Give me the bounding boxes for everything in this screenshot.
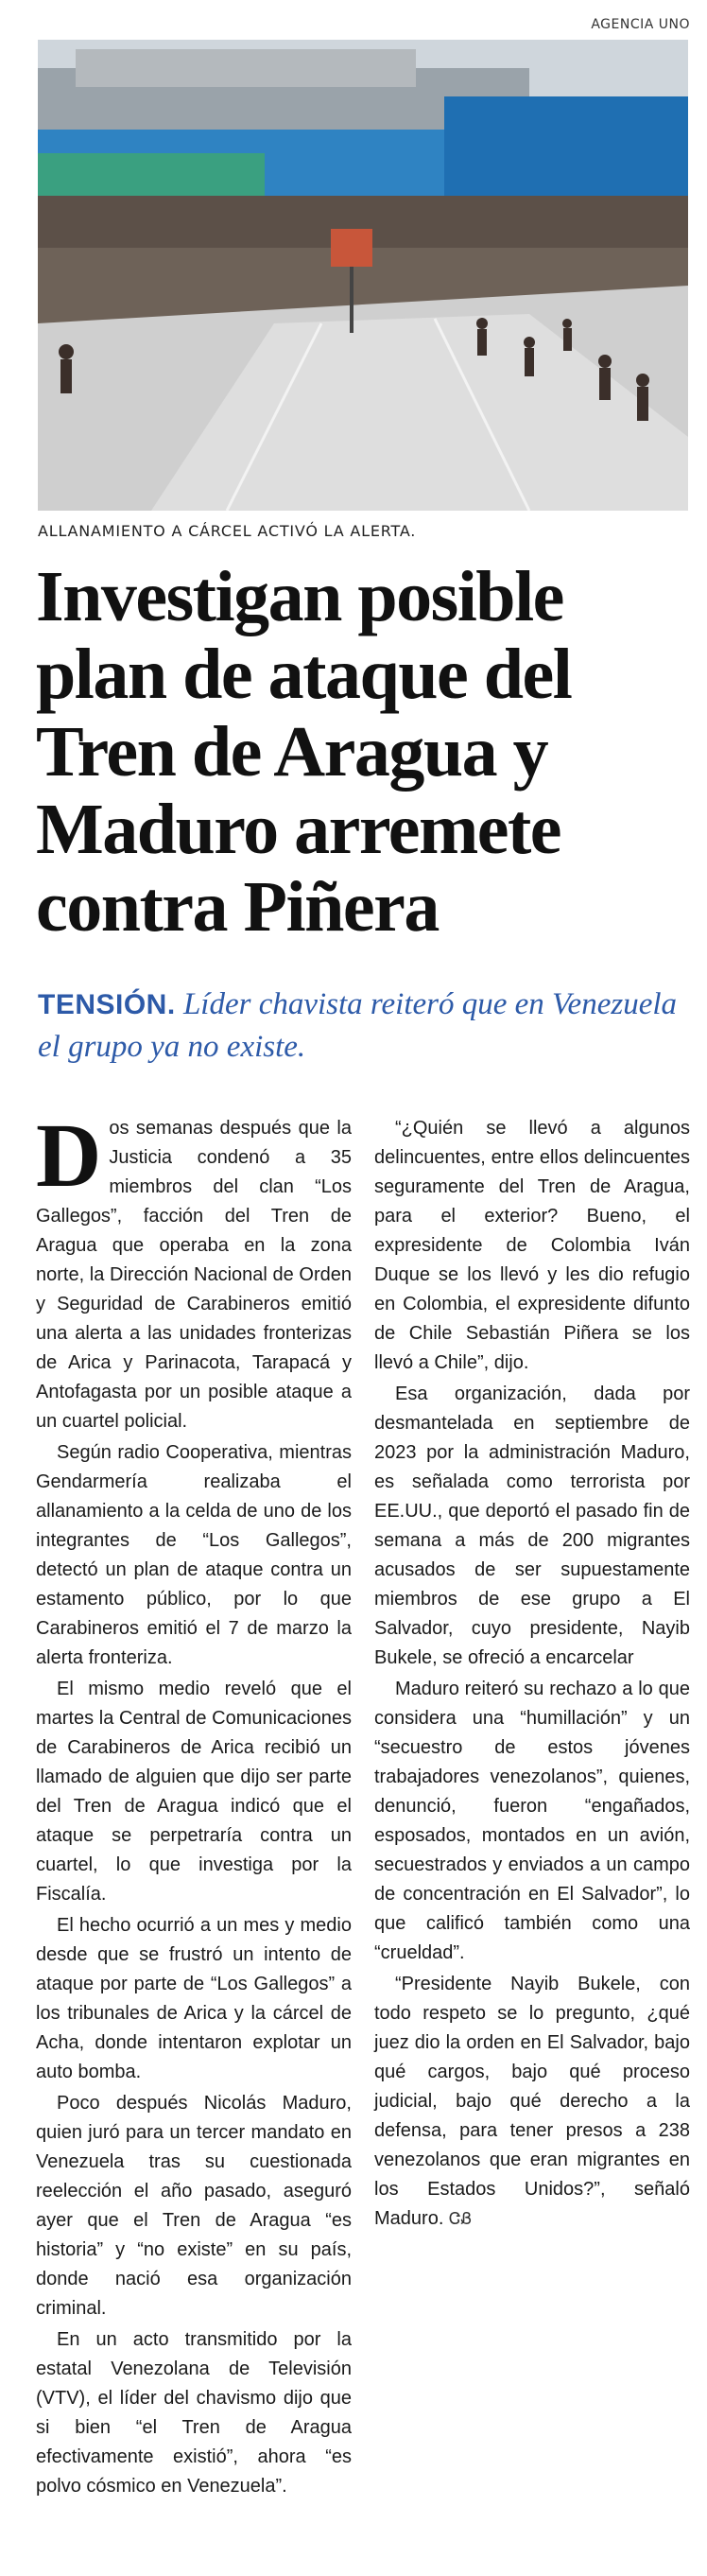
- article-paragraph: En un acto transmitido por la estatal Venezolana de Televisión (VTV), el líder del chavismo dijo que si bien “el Tren de Aragua efectivamente existió”, ahora “es polvo cósmico en Venezuela”.: [36, 2329, 352, 2497]
- article-paragraph: [36, 1105, 352, 1436]
- photo-caption: ALLANAMIENTO A CÁRCEL ACTIVÓ LA ALERTA.: [38, 522, 417, 540]
- lead-text: Líder chavista reiteró que en Venezuela el grupo ya no existe.: [38, 987, 678, 1064]
- end-of-article-mark-icon: ᏣᏰ: [448, 2209, 473, 2229]
- article-paragraph: El hecho ocurrió a un mes y medio desde que se frustró un intento de ataque por parte de “Los Gallegos” a los tribunales de Arica y la cárcel de Acha, donde intentaron explotar un auto bomba.: [36, 1915, 352, 2082]
- article-paragraph: Esa organización, dada por desmantelada en septiembre de 2023 por la administración Maduro, es señalada como terrorista por EE.UU., que deportó el pasado fin de semana a más de 200 migrantes acusados de ser supuestamente miembros de ese grupo a El Salvador, cuyo presidente, Nayib Bukele, se ofreció a encarcelar: [374, 1384, 690, 1668]
- prison-courtyard-photo: [38, 40, 688, 511]
- headline: Investigan posible plan de ataque del Tren de Aragua y Maduro arremete contra Piñera: [36, 557, 572, 947]
- article-paragraph: “¿Quién se llevó a algunos delincuentes, entre ellos delincuentes seguramente del Tren de Aragua, para el exterior? Bueno, el expresidente de Colombia Iván Duque se los llevó y les dio refugio en Colombia, el expresidente difunto de Chile Sebastián Piñera se los llevó a Chile”, dijo.: [374, 1118, 690, 1373]
- photo-credit: AGENCIA UNO: [591, 17, 690, 32]
- lead: [38, 983, 690, 1068]
- article-paragraph: Según radio Cooperativa, mientras Gendarmería realizaba el allanamiento a la celda de uno de los integrantes de “Los Gallegos”, detectó un plan de ataque contra un estamento público, por lo que Carabineros emitió el 7 de marzo la alerta fronteriza.: [36, 1442, 352, 1668]
- first-paragraph-text: os semanas después que la Justicia condenó a 35 miembros del clan “Los Gallegos”, facción del Tren de Aragua que operaba en la zona norte, la Dirección Nacional de Orden y Seguridad de Carabineros emitió una alerta a las unidades fronterizas de Arica y Parinacota, Tarapacá y Antofagasta por un posible ataque a un cuartel policial.: [36, 1118, 352, 1432]
- article-paragraph: Poco después Nicolás Maduro, quien juró para un tercer mandato en Venezuela tras su cuestionada reelección el año pasado, aseguró ayer que el Tren de Aragua “es historia” y “no existe” en su país, donde nació esa organización criminal.: [36, 2093, 352, 2319]
- drop-cap: D: [36, 1105, 102, 1206]
- last-paragraph-text: “Presidente Nayib Bukele, con todo respeto se lo pregunto, ¿qué juez dio la orden en El Salvador, bajo qué cargos, bajo qué proceso judicial, bajo qué derecho a la defensa, para tener presos a 238 venezolanos que eran migrantes en los Estados Unidos?”, señaló Maduro.: [374, 1974, 690, 2229]
- photo-illustration: [38, 40, 688, 511]
- article-paragraph: El mismo medio reveló que el martes la Central de Comunicaciones de Carabineros de Arica recibió un llamado de alguien que dijo ser parte del Tren de Aragua indicó que el ataque se perpetraría contra un cuartel, lo que investiga por la Fiscalía.: [36, 1679, 352, 1905]
- article-paragraph: [374, 1970, 690, 2234]
- lead-kicker: TENSIÓN.: [38, 989, 176, 1020]
- article-paragraph: Maduro reiteró su rechazo a lo que considera una “humillación” y un “secuestro de estos jóvenes trabajadores venezolanos”, quienes, denunció, fueron “engañados, esposados, montados en un avión, secuestrados y enviados a un campo de concentración en El Salvador”, lo que calificó también como una “crueldad”.: [374, 1679, 690, 1963]
- article-body: [36, 1105, 690, 2561]
